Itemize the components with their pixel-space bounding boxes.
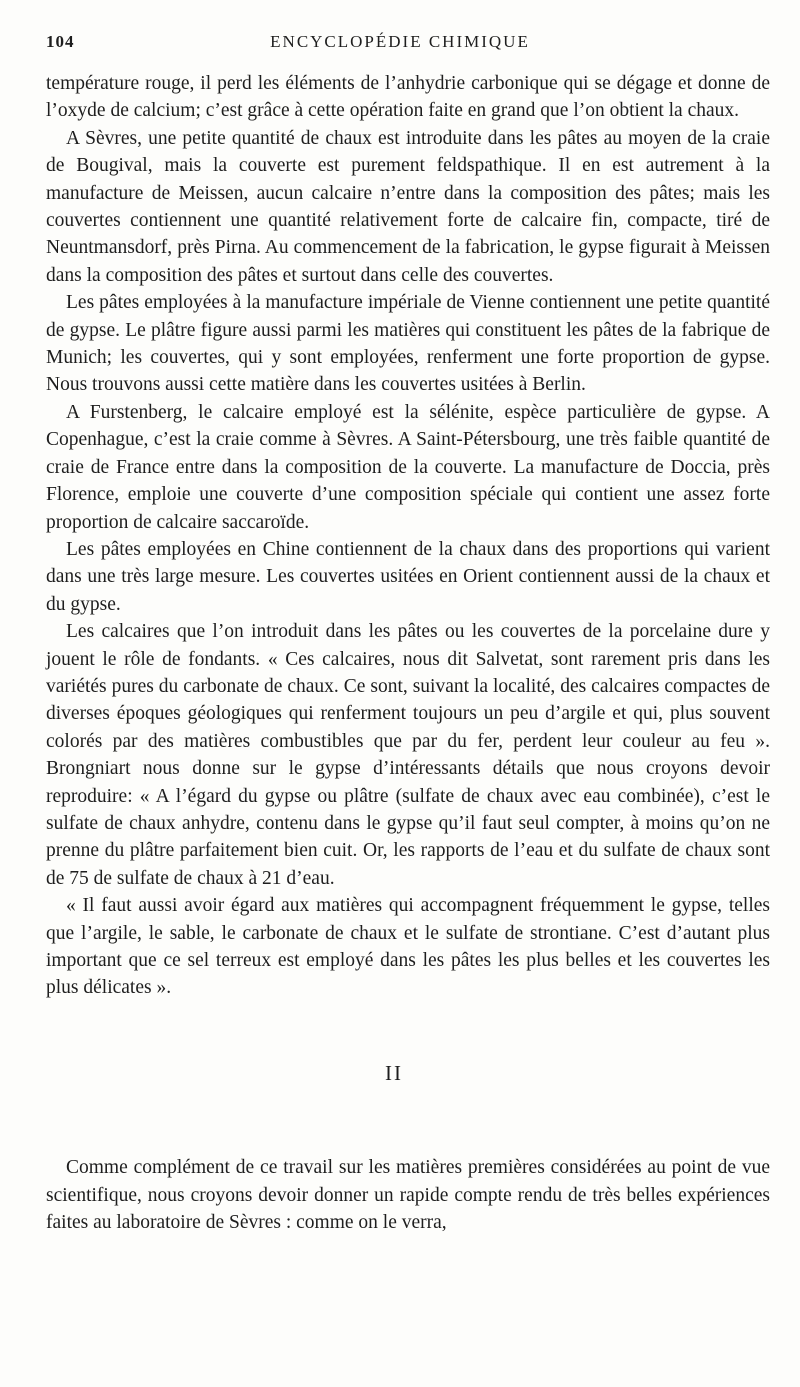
paragraph-5: Les pâtes employées en Chine contiennent de la chaux dans des proportions qui varient dans une très large mesure. Les couvertes usitées en Orient contiennent aussi de la chaux et du gypse.	[46, 538, 770, 615]
running-head	[46, 32, 770, 58]
paragraph-2: A Sèvres, une petite quantité de chaux est introduite dans les pâtes au moyen de la craie de Bougival, mais la couverte est purement feldspathique. Il en est autrement à la manufacture de Meissen, aucun calcaire n’entre dans la composition des pâtes; mais les couvertes contiennent une quantité relativement forte de calcaire fin, compacte, tiré de Neuntmansdorf, près Pirna. Au commencement de la fabrication, le gypse figurait à Meissen dans la composition des pâtes et surtout dans celle des couvertes.	[46, 127, 770, 286]
paragraph-4: A Furstenberg, le calcaire employé est la sélénite, espèce particulière de gypse. A Copenhague, c’est la craie comme à Sèvres. A Saint-Pétersbourg, une très faible quantité de craie de France entre dans la composition de la couverte. La manufacture de Doccia, près Florence, emploie une couverte d’une composition spéciale qui contient une assez forte proportion de calcaire saccaroïde.	[46, 401, 770, 533]
paragraph-7: « Il faut aussi avoir égard aux matières qui accompagnent fréquemment le gypse, telles que l’argile, le sable, le carbonate de chaux et le sulfate de strontiane. C’est d’autant plus important que ce sel terreux est employé dans les pâtes les plus belles et les couvertes les plus délicates ».	[46, 895, 770, 999]
paragraph-3: Les pâtes employées à la manufacture impériale de Vienne contiennent une petite quantité de gypse. Le plâtre figure aussi parmi les matières qui constituent les pâtes de la fabrique de Munich; les couvertes, qui y sont employées, renferment une forte proportion de gypse. Nous trouvons aussi cette matière dans les couvertes usitées à Berlin.	[46, 292, 770, 396]
running-title: ENCYCLOPÉDIE CHIMIQUE	[270, 32, 530, 51]
body-text	[46, 70, 770, 1236]
page-number: 104	[46, 32, 75, 51]
section-heading: II	[385, 1060, 403, 1085]
section-paragraph: Comme complément de ce travail sur les matières premières considérées au point de vue scientifique, nous croyons devoir donner un rapide compte rendu de très belles expériences faites au laboratoire de Sèvres : comme on le verra,	[46, 1157, 770, 1234]
paragraph-1: température rouge, il perd les éléments de l’anhydrie carbonique qui se dégage et donne de l’oxyde de calcium; c’est grâce à cette opération faite en grand que l’on obtient la chaux.	[46, 73, 770, 122]
paragraph-6: Les calcaires que l’on introduit dans les pâtes ou les couvertes de la porcelaine dure y jouent le rôle de fondants. « Ces calcaires, nous dit Salvetat, sont rarement pris dans les variétés pures du carbonate de chaux. Ce sont, suivant la localité, des calcaires compactes de diverses époques géologiques qui renferment toujours un peu d’argile et qui, plus souvent colorés par des matières combustibles que par du fer, perdent leur couleur au feu ». Brongniart nous donne sur le gypse d’intéressants détails que nous croyons devoir reproduire: « A l’égard du gypse ou plâtre (sulfate de chaux avec eau combinée), c’est le sulfate de chaux anhydre, contenu dans le gypse qu’il faut seul compter, à moins qu’on ne prenne du plâtre parfaitement bien cuit. Or, les rapports de l’eau et du sulfate de chaux sont de 75 de sulfate de chaux à 21 d’eau.	[46, 621, 770, 889]
